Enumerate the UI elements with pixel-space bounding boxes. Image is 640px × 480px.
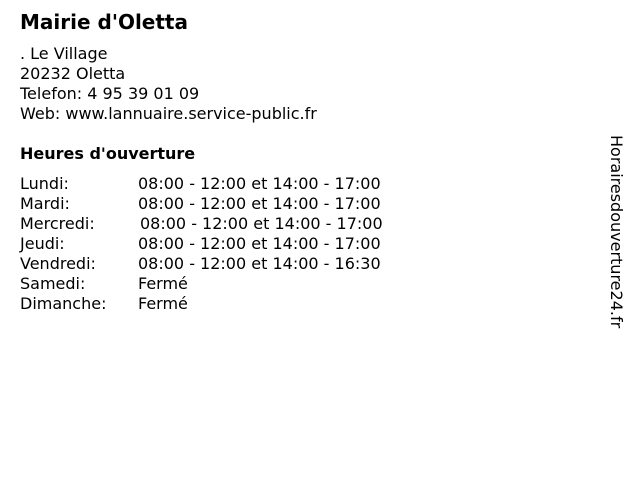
hours-day: Jeudi: (20, 234, 65, 253)
hours-time: 08:00 - 12:00 et 14:00 - 17:00 (138, 194, 381, 213)
phone-number: Telefon: 4 95 39 01 09 (20, 84, 200, 103)
hours-day: Mardi: (20, 194, 70, 213)
hours-day: Samedi: (20, 274, 86, 293)
hours-day: Dimanche: (20, 294, 107, 313)
street-address: . Le Village (20, 44, 108, 63)
hours-time: 08:00 - 12:00 et 14:00 - 17:00 (138, 234, 381, 253)
hours-day: Mercredi: (20, 214, 95, 233)
page-title: Mairie d'Oletta (20, 10, 188, 34)
hours-day: Vendredi: (20, 254, 96, 273)
hours-time: 08:00 - 12:00 et 14:00 - 16:30 (138, 254, 381, 273)
hours-time: 08:00 - 12:00 et 14:00 - 17:00 (140, 214, 383, 233)
website: Web: www.lannuaire.service-public.fr (20, 104, 317, 123)
hours-day: Lundi: (20, 174, 69, 193)
hours-time: Fermé (138, 294, 188, 313)
hours-time: Fermé (138, 274, 188, 293)
postal-city: 20232 Oletta (20, 64, 126, 83)
site-watermark: Horairesdouverture24.fr (607, 135, 626, 329)
hours-time: 08:00 - 12:00 et 14:00 - 17:00 (138, 174, 381, 193)
opening-hours-heading: Heures d'ouverture (20, 144, 196, 163)
address-block (20, 44, 317, 124)
